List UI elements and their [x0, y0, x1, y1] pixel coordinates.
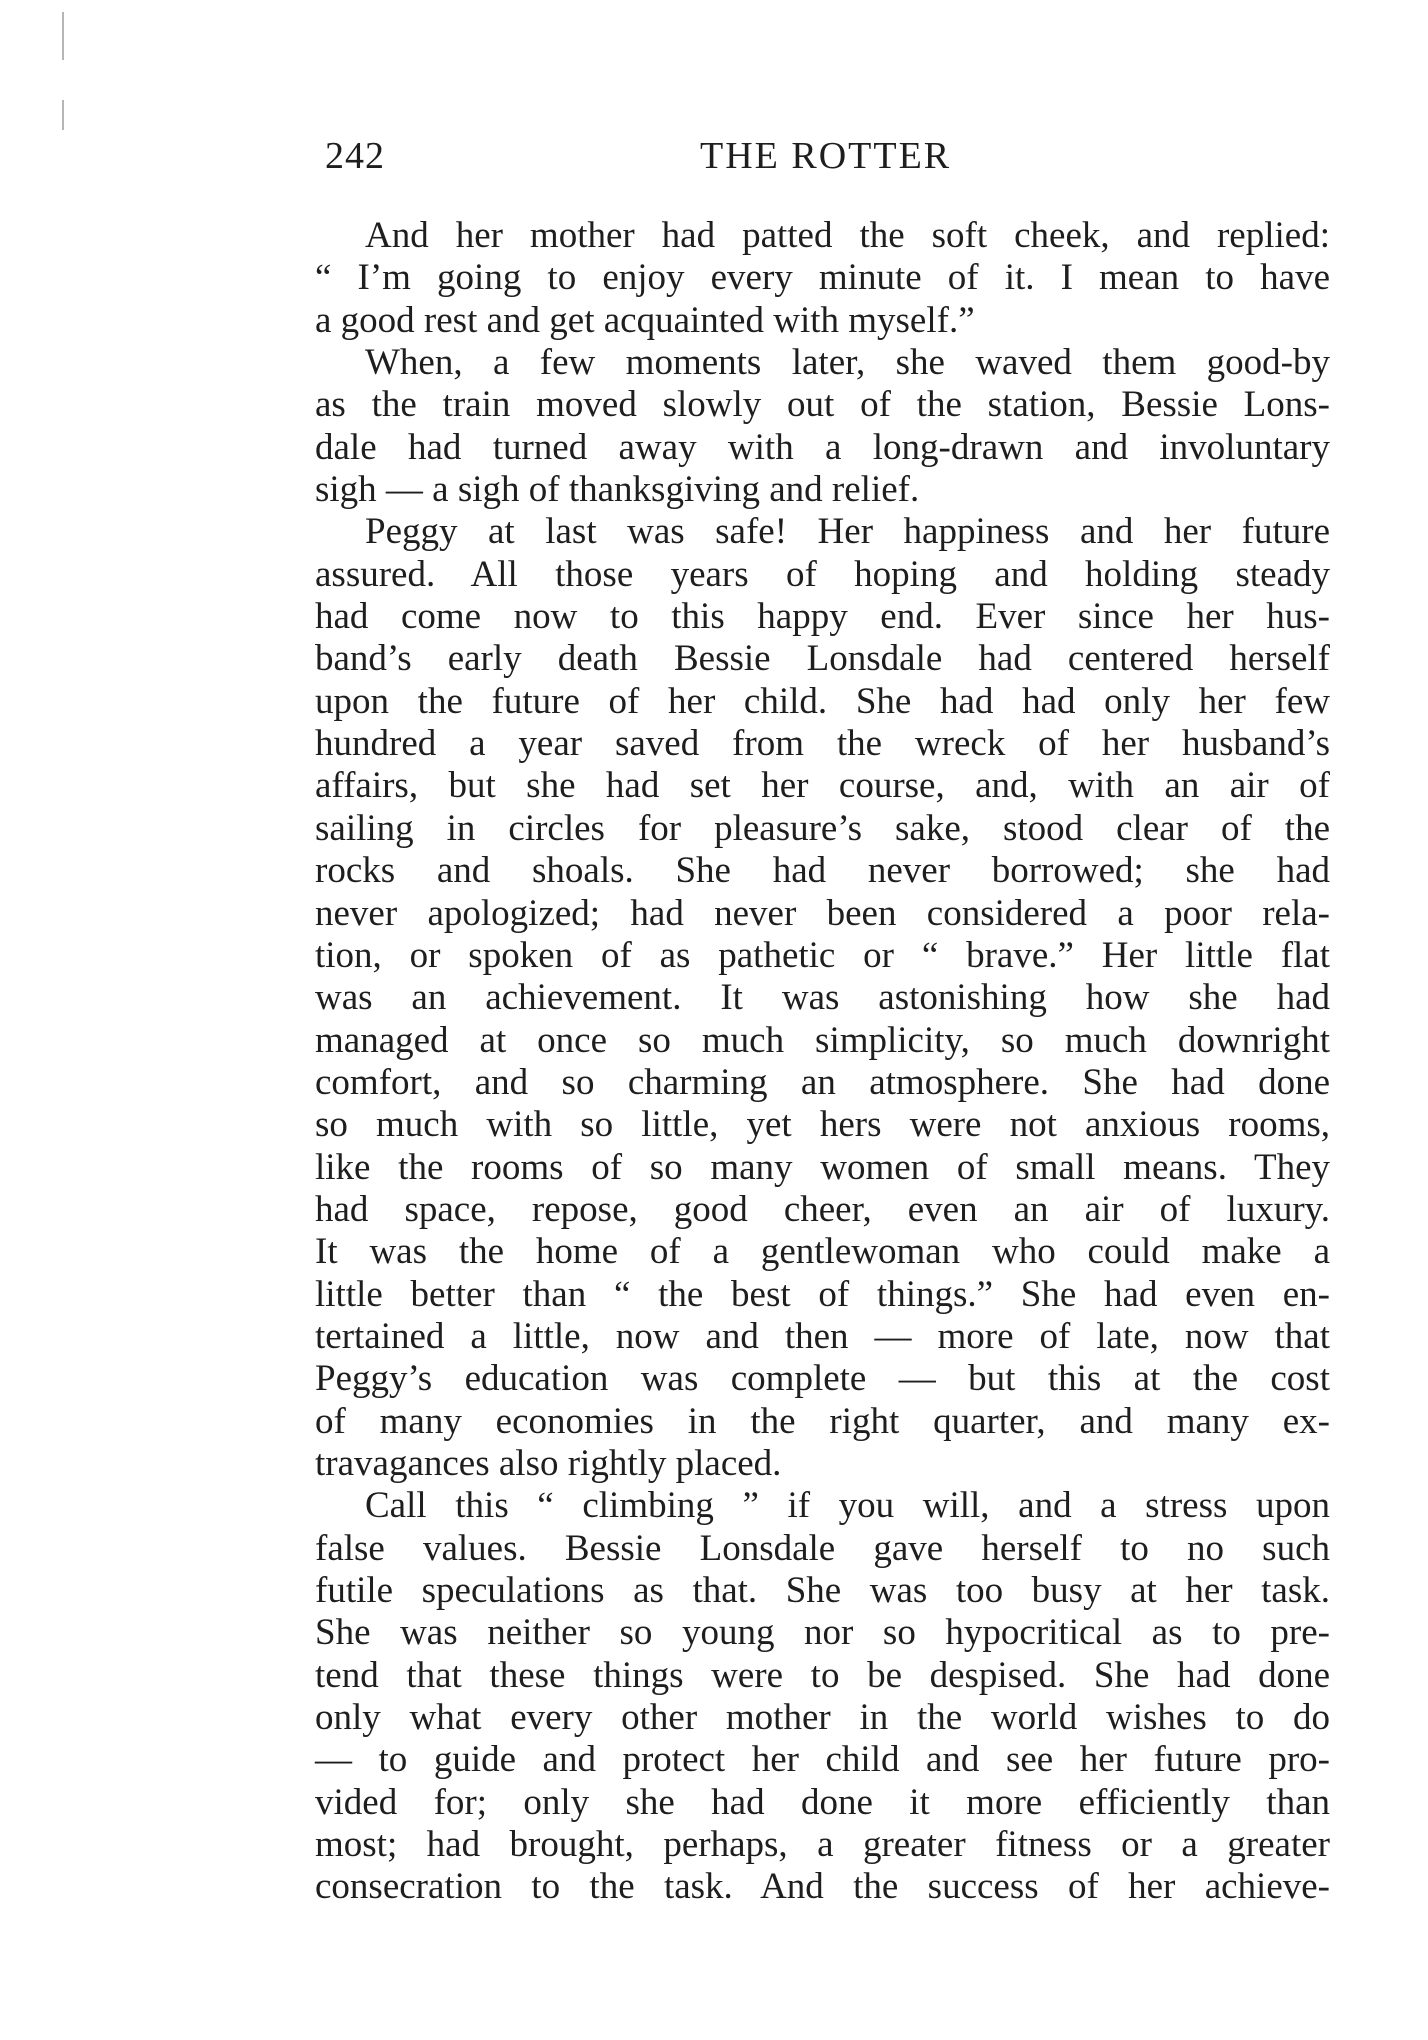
running-title: THE ROTTER [700, 135, 952, 177]
text-line: And her mother had patted the soft cheek, and replied: [365, 215, 1330, 256]
text-line: only what every other mother in the world wishes to do [315, 1697, 1330, 1739]
text-line: never apologized; had never been considered a poor rela- [315, 892, 1330, 934]
text-line: travagances also rightly placed. [315, 1442, 782, 1484]
binding-edge-mark [62, 12, 64, 60]
text-line: most; had brought, perhaps, a greater fitness or a greater [315, 1824, 1330, 1866]
text-line: — to guide and protect her child and see her future pro- [315, 1739, 1330, 1781]
body-text [315, 215, 1330, 1909]
text-line: tion, or spoken of as pathetic or “ brave.” Her little flat [315, 934, 1330, 976]
text-line: little better than “ the best of things.” She had even en- [315, 1273, 1330, 1315]
text-line: tend that these things were to be despised. She had done [315, 1654, 1330, 1696]
text-line: was an achievement. It was astonishing how she had [315, 977, 1330, 1019]
text-line: comfort, and so charming an atmosphere. She had done [315, 1061, 1330, 1103]
text-line: a good rest and get acquainted with myself.” [315, 299, 975, 341]
text-line: consecration to the task. And the success of her achieve- [315, 1866, 1330, 1908]
text-line: hundred a year saved from the wreck of her husband’s [315, 723, 1330, 765]
text-line: When, a few moments later, she waved them good-by [365, 342, 1330, 384]
binding-edge-mark [62, 100, 64, 130]
text-line: Peggy’s education was complete — but this at the cost [315, 1358, 1330, 1400]
text-line: dale had turned away with a long-drawn and involuntary [315, 426, 1330, 468]
text-line: assured. All those years of hoping and holding steady [315, 553, 1330, 595]
text-line: upon the future of her child. She had had only her few [315, 680, 1330, 722]
text-line: had space, repose, good cheer, even an air of luxury. [315, 1188, 1330, 1230]
text-line: Call this “ climbing ” if you will, and a stress upon [365, 1485, 1330, 1527]
text-line: rocks and shoals. She had never borrowed; she had [315, 850, 1330, 892]
page-number: 242 [325, 135, 385, 177]
page-header [325, 134, 1350, 194]
text-line: sigh — a sigh of thanksgiving and relief. [315, 469, 920, 511]
text-line: managed at once so much simplicity, so much downright [315, 1019, 1330, 1061]
text-line: vided for; only she had done it more efficiently than [315, 1781, 1330, 1823]
text-line: affairs, but she had set her course, and, with an air of [315, 765, 1330, 807]
text-line: band’s early death Bessie Lonsdale had centered herself [315, 638, 1330, 680]
text-line: She was neither so young nor so hypocritical as to pre- [315, 1612, 1330, 1654]
text-line: It was the home of a gentlewoman who could make a [315, 1231, 1330, 1273]
text-line: false values. Bessie Lonsdale gave herself to no such [315, 1527, 1330, 1569]
text-line: as the train moved slowly out of the station, Bessie Lons- [315, 384, 1330, 426]
text-line: sailing in circles for pleasure’s sake, stood clear of the [315, 807, 1330, 849]
text-line: had come now to this happy end. Ever since her hus- [315, 596, 1330, 638]
text-line: futile speculations as that. She was too busy at her task. [315, 1570, 1330, 1611]
text-line: tertained a little, now and then — more of late, now that [315, 1315, 1330, 1357]
text-line: Peggy at last was safe! Her happiness and her future [365, 511, 1330, 553]
text-line: so much with so little, yet hers were not anxious rooms, [315, 1104, 1330, 1146]
text-line: like the rooms of so many women of small means. They [315, 1146, 1330, 1188]
text-line: of many economies in the right quarter, and many ex- [315, 1400, 1330, 1442]
text-line: “ I’m going to enjoy every minute of it. I mean to have [315, 257, 1330, 299]
